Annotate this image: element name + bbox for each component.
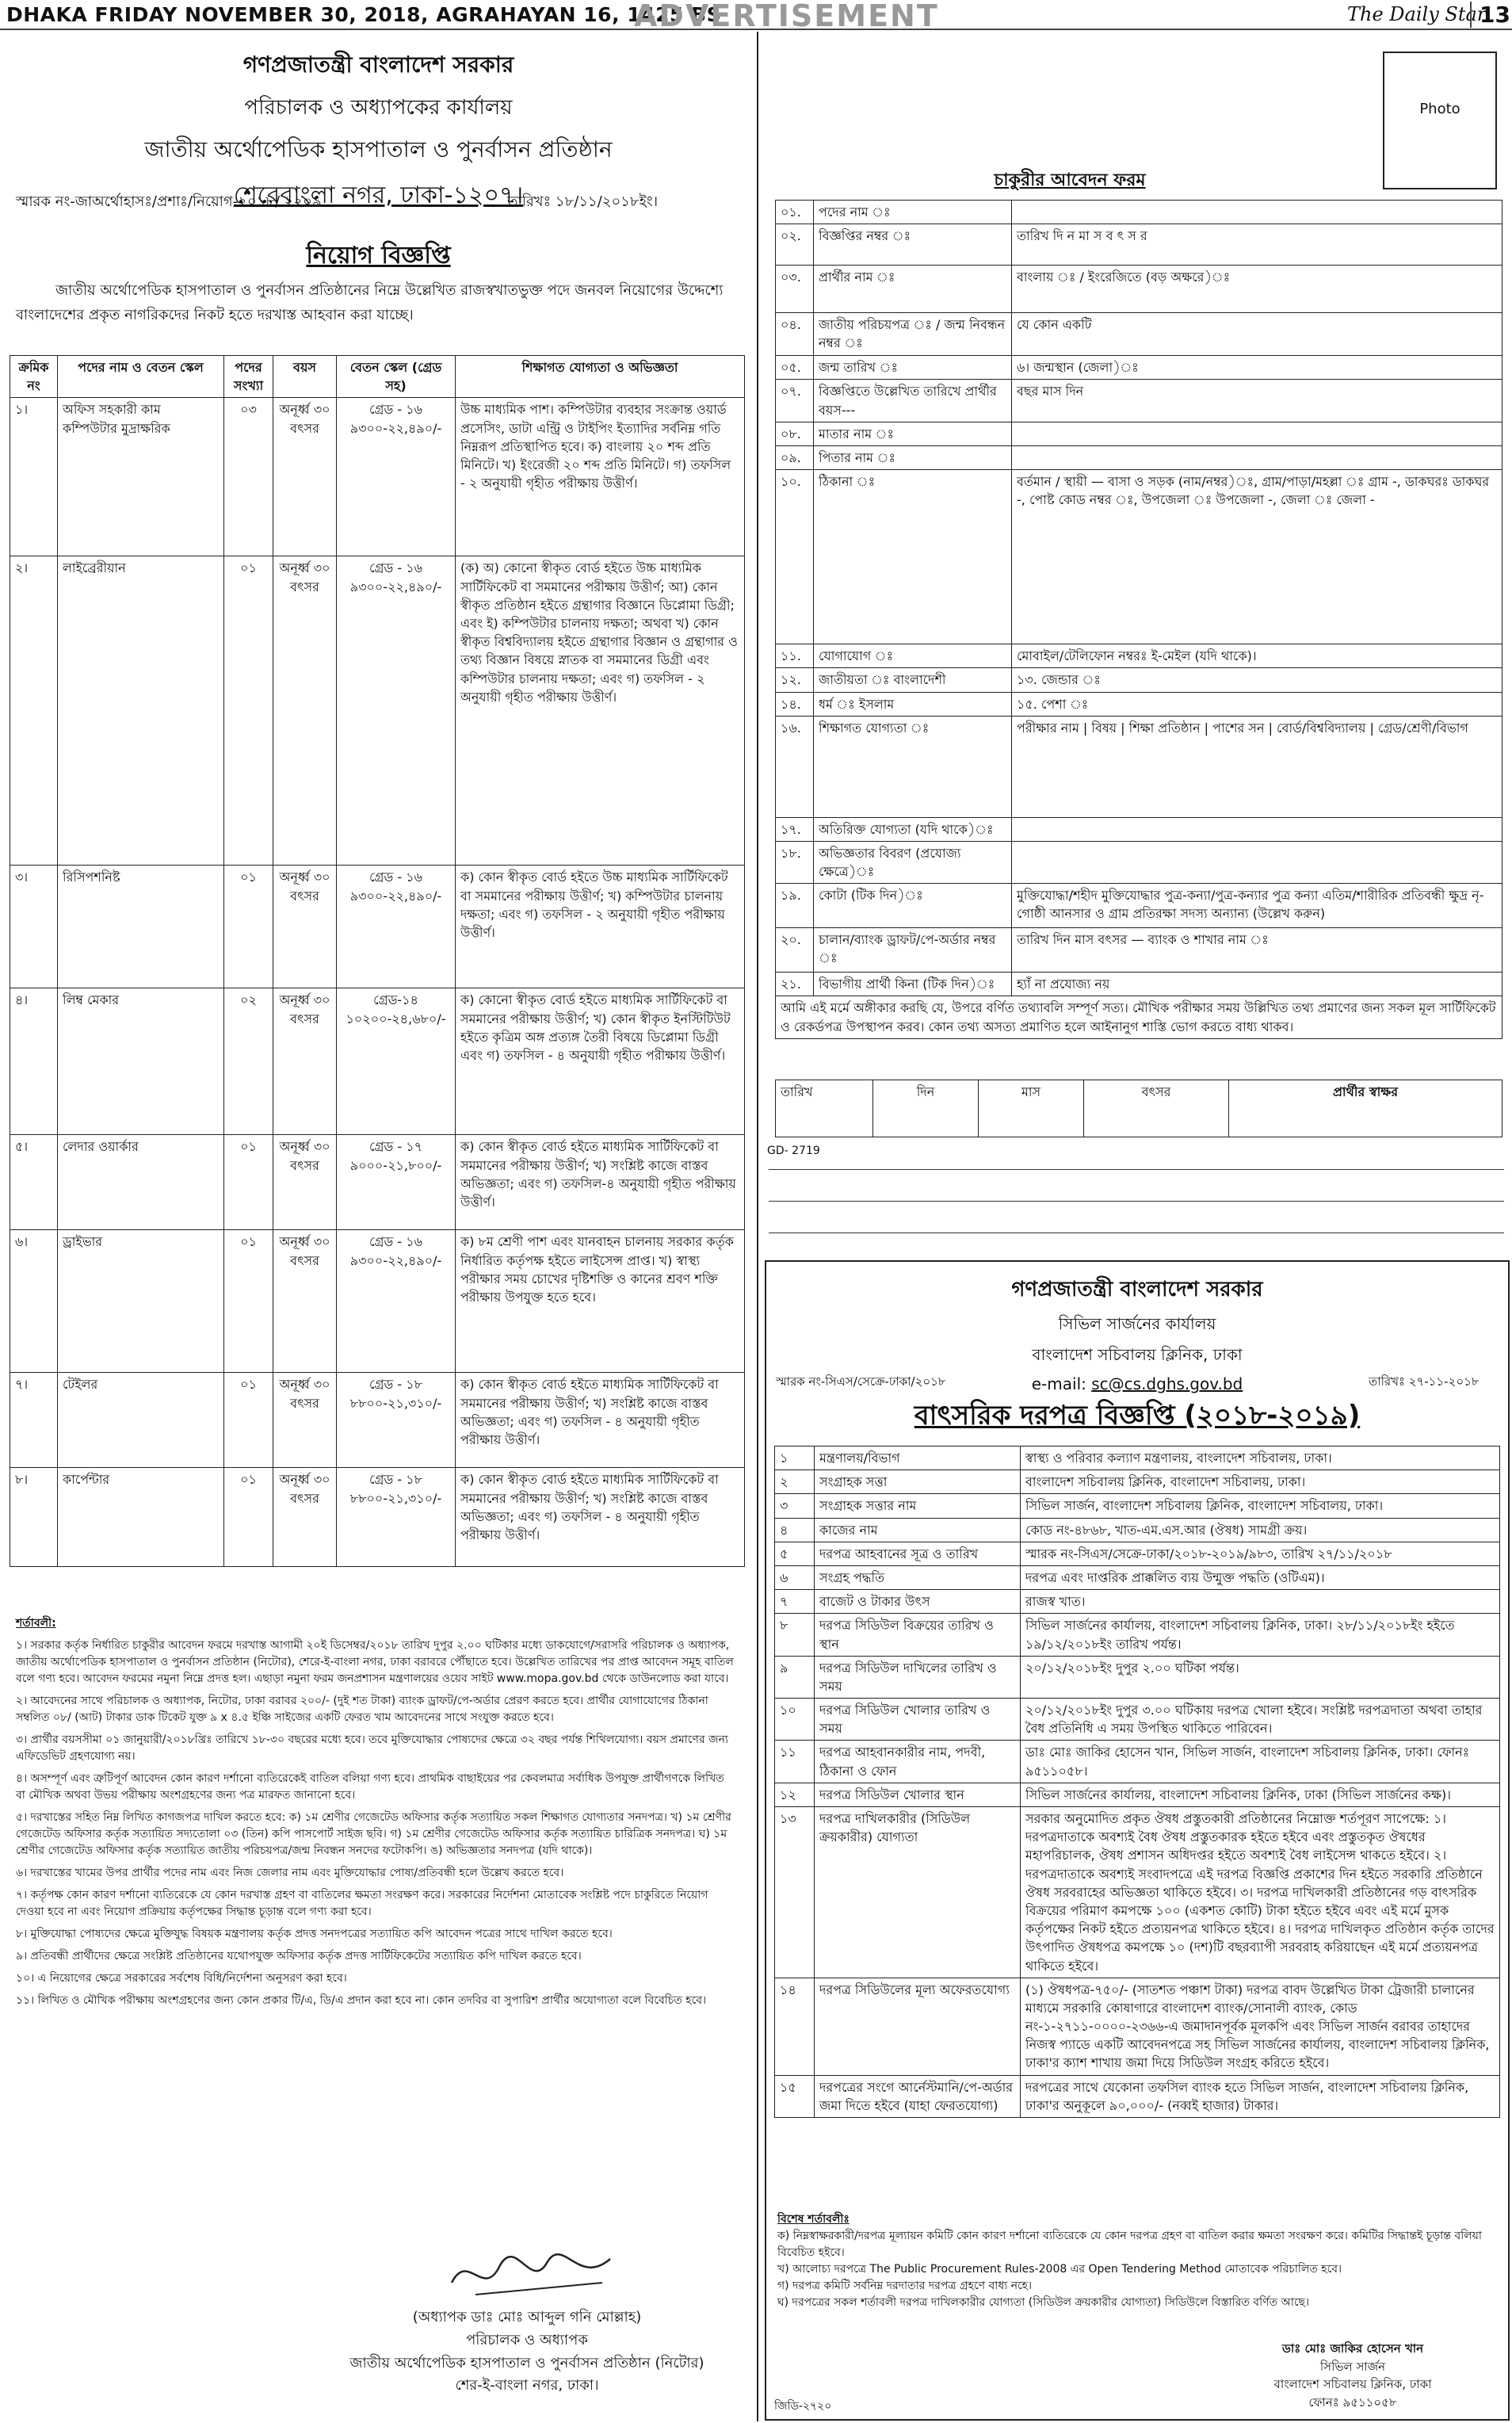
month-label: মাস [979, 1080, 1084, 1137]
signer-address: শের-ই-বাংলা নগর, ঢাকা। [455, 2377, 599, 2394]
form-row: ১১. যোগাযোগ ঃ মোবাইল/টেলিফোন নম্বরঃ ই-মেইল (যদি থাকে)। [776, 644, 1502, 668]
tender-code: জিডি-২৭২০ [774, 2400, 832, 2413]
tender-signer-title: সিভিল সার্জন [1319, 2359, 1386, 2374]
form-code: GD- 2719 [767, 1145, 820, 1157]
tender-table [774, 1446, 1500, 2118]
notice-title: নিয়োগ বিজ্ঞপ্তি [306, 242, 451, 269]
form-row: ১৯. কোটা (টিক দিন)ঃ মুক্তিযোদ্ধা/শহীদ মুক্তিযোদ্ধার পুত্র-কন্যা/পুত্র-কন্যার পুত্র কন্যা এতিম/শারীরিক প্রতিবন্ধী ক্ষুদ্র নৃ-গোষ্ঠী আনসার ও গ্রাম প্রতিরক্ষা সদস্য অন্যান্য (উল্লেখ করুন) [776, 884, 1502, 928]
special-item: ক) নিম্নস্বাক্ষরকারী/দরপত্র মূল্যায়ন কমিটি কোন কারণ দর্শানো ব্যতিরেকে যে কোন দরপত্র গ্রহণ বা বাতিল করার ক্ষমতা সংরক্ষণ করে। কমিটির সিদ্ধান্তই চূড়ান্ত বলিয়া বিবেচিত হইবে। [777, 2230, 1482, 2259]
institute-address: শেরেবাংলা নগর, ঢাকা-১২০৭। [233, 182, 524, 209]
table-row: ৭। টেইলর ০১ অনূর্ধ্ব ৩০ বৎসর গ্রেড - ১৮ ৮৮০০-২১,৩১০/- ক) কোন স্বীকৃত বোর্ড হইতে মাধ্যমিক সার্টিফিকেট বা সমমানের পরীক্ষায় উত্তীর্ণ; খ) সংশ্লিষ্ট কাজে বাস্তব অভিজ্ঞতা; এবং গ) তফসিল - ৪ অনুযায়ী গৃহীত পরীক্ষায় উত্তীর্ণ। [10, 1373, 745, 1468]
table-row: ৮। কার্পেন্টার ০১ অনূর্ধ্ব ৩০ বৎসর গ্রেড - ১৮ ৮৮০০-২১,৩১০/- ক) কোন স্বীকৃত বোর্ড হইতে মাধ্যমিক সার্টিফিকেট বা সমমানের পরীক্ষায় উত্তীর্ণ; খ) সংশ্লিষ্ট কাজে বাস্তব অভিজ্ঞতা; এবং গ) তফসিল - ৪ অনুযায়ী গৃহীত পরীক্ষায় উত্তীর্ণ। [10, 1468, 745, 1567]
condition-item: ৮। মুক্তিযোদ্ধা পোষ্যদের ক্ষেত্রে মুক্তিযুদ্ধ বিষয়ক মন্ত্রণালয় কর্তৃক প্রদত্ত সনদপত্রের সত্যায়িত কপি আবেদন পত্রের সাথে দাখিল করতে হবে। [16, 1928, 613, 1940]
form-row: ১২. জাতীয়তা ঃ বাংলাদেশী ১৩. জেন্ডার ঃ [776, 668, 1502, 692]
tender-signer-institute: বাংলাদেশ সচিবালয় ক্লিনিক, ঢাকা [1273, 2377, 1432, 2391]
memo-date: তারিখঃ ১৮/১১/২০১৮ইং। [507, 193, 659, 210]
tender-row: ২ সংগ্রাহক সত্তা বাংলাদেশ সচিবালয় ক্লিনিক, বাংলাদেশ সচিবালয়, ঢাকা। [775, 1470, 1500, 1494]
tender-office: সিভিল সার্জনের কার্যালয় [1058, 1314, 1216, 1333]
form-row: ২১. বিভাগীয় প্রার্থী কিনা (টিক দিন)ঃ হ্যাঁ না প্রযোজ্য নয় [776, 973, 1502, 996]
posts-table-header [10, 356, 745, 398]
condition-item: ১১। লিখিত ও মৌখিক পরীক্ষায় অংশগ্রহণের জন্য কোন প্রকার টি/এ, ডি/এ প্রদান করা হবে না। কোন তদবির বা সুপারিশ প্রার্থীর অযোগ্যতা বলে বিবেচিত হবে। [16, 1994, 707, 2007]
form-signature-table [775, 1080, 1502, 1137]
email-link[interactable]: sc@cs.dghs.gov.bd [1091, 1374, 1243, 1393]
form-row: ১০. ঠিকানা ঃ বর্তমান / স্থায়ী — বাসা ও সড়ক (নাম/নম্বর)ঃ, গ্রাম/পাড়া/মহল্লা ঃ গ্রাম -, ডাকঘরঃ ডাকঘর -, পোষ্ট কোড নম্বর ঃ, উপজেলা ঃ উপজেলা -, জেলা ঃ জেলা - [776, 470, 1502, 644]
tender-row: ১ মন্ত্রণালয়/বিভাগ স্বাস্থ্য ও পরিবার কল্যাণ মন্ত্রণালয়, বাংলাদেশ সচিবালয়, ঢাকা। [775, 1447, 1500, 1470]
special-conditions-title: বিশেষ শর্তাবলীঃ [777, 2213, 850, 2226]
tender-signer-name: ডাঃ মোঃ জাকির হোসেন খান [1281, 2341, 1424, 2356]
declaration: আমি এই মর্মে অঙ্গীকার করছি যে, উপরে বর্ণিত তথ্যাবলি সম্পূর্ণ সত্য। মৌখিক পরীক্ষার সময় উল্লিখিত তথ্য প্রমাণের জন্য সকল মূল সার্টিফিকেট ও রেকর্ডপত্র উপস্থাপন করব। কোন তথ্য অসত্য প্রমাণিত হলে আইনানুগ শাস্তি ভোগ করতে বাধ্য থাকব। [776, 996, 1502, 1038]
form-row: ০৫. জন্ম তারিখ ঃ ৬। জন্মস্থান (জেলা)ঃ [776, 356, 1502, 380]
table-row: ৬। ড্রাইভার ০১ অনূর্ধ্ব ৩০ বৎসর গ্রেড - ১৬ ৯৩০০-২২,৪৯০/- ক) ৮ম শ্রেণী পাশ এবং যানবাহন চালনায় সরকার কর্তৃক নির্ধারিত কর্তৃপক্ষ হইতে লাইসেন্স প্রাপ্ত। খ) স্বাস্থ্য পরীক্ষার সময় চোখের দৃষ্টিশক্তি ও কানের শ্রবণ শক্তি পরীক্ষায় উপযুক্ত হতে হবে। [10, 1230, 745, 1373]
tender-title: বাৎসরিক দরপত্র বিজ্ঞপ্তি (২০১৮-২০১৯) [914, 1400, 1361, 1431]
signer-institute: জাতীয় অর্থোপেডিক হাসপাতাল ও পুনর্বাসন প্রতিষ্ঠান (নিটোর) [349, 2354, 704, 2371]
institute-name: জাতীয় অর্থোপেডিক হাসপাতাল ও পুনর্বাসন প্রতিষ্ঠান [144, 136, 613, 162]
tender-row: ৭ বাজেট ও টাকার উৎস রাজস্ব খাত। [775, 1590, 1500, 1614]
tender-memo: স্মারক নং-সিএস/সেক্রে-ঢাকা/২০১৮ [776, 1374, 946, 1389]
condition-item: ৪। অসম্পূর্ণ এবং ত্রুটিপূর্ণ আবেদন কোন কারণ দর্শানো ব্যতিরেকেই বাতিল বলিয়া গণ্য হবে। প্রাথমিক বাছাইয়ের পর কেবলমাত্র সর্বাধিক উপযুক্ত প্রার্থীগণকে লিখিত বা মৌখিক অথবা উভয় পরীক্ষায় অংশগ্রহণের জন্য পত্র মারফত জানানো হবে। [16, 1772, 724, 1802]
form-row: ০৪. জাতীয় পরিচয়পত্র ঃ / জন্ম নিবন্ধন নম্বর ঃ যে কোন একটি [776, 313, 1502, 356]
tender-row: ৪ কাজের নাম কোড নং-৪৮৬৮, খাত-এম.এস.আর (ঔষধ) সামগ্রী ক্রয়। [775, 1518, 1500, 1542]
condition-item: ৫। দরখাস্তের সহিত নিম্ন লিখিত কাগজপত্র দাখিল করতে হবে: ক) ১ম শ্রেণীর গেজেটেড অফিসার কর্তৃক সত্যায়িত সকল শিক্ষাগত যোগ্যতার সনদপত্র। খ) ১ম শ্রেণীর গেজেটেড অফিসার কর্তৃক সত্যায়িত সদ্যতোলা ০৩ (তিন) কপি পাসপোর্ট সাইজ ছবি। গ) ১ম শ্রেণীর গেজেটেড অফিসার কর্তৃক সত্যায়িত চারিত্রিক সনদপত্র। ঘ) ১ম শ্রেণীর গেজেটেড অফিসার কর্তৃক সত্যায়িত জাতীয় পরিচয়পত্র/জন্ম নিবন্ধন সনদের ফটোকপি। ঙ) অভিজ্ঞতার সনদপত্র (যদি থাকে)। [16, 1811, 731, 1857]
col-count: পদের সংখ্যা [224, 356, 273, 398]
posts-table [10, 355, 745, 1567]
form-row: ০১. পদের নাম ঃ [776, 201, 1502, 224]
application-form [761, 32, 1512, 1157]
form-row: ১৬. শিক্ষাগত যোগ্যতা ঃ পরীক্ষার নাম | বিষয় | শিক্ষা প্রতিষ্ঠান | পাশের সন | বোর্ড/বিশ্ববিদ্যালয় | গ্রেড/শ্রেণী/বিভাগ [776, 716, 1502, 817]
condition-item: ৭। কর্তৃপক্ষ কোন কারণ দর্শানো ব্যতিরেকে যে কোন দরখাস্ত গ্রহণ বা বাতিলের ক্ষমতা সংরক্ষণ করে। সরকারের নির্দেশনা মোতাবেক সংশ্লিষ্ট পদে চাকুরিতে নিয়োগ দেওয়া হবে না এবং নিয়োগ প্রক্রিয়ায় কর্তৃপক্ষের সিদ্ধান্ত চূড়ান্ত বলে গণ্য করা হবে। [16, 1889, 708, 1918]
form-title: চাকুরীর আবেদন ফরম [994, 170, 1146, 190]
year-label: বৎসর [1084, 1080, 1229, 1137]
conditions [16, 1615, 737, 2015]
page-header [0, 0, 1512, 33]
table-row: ১। অফিস সহকারী কাম কম্পিউটার মুদ্রাক্ষরিক ০৩ অনূর্ধ্ব ৩০ বৎসর গ্রেড - ১৬ ৯৩০০-২২,৪৯০/- উচ্চ মাধ্যমিক পাশ। কম্পিউটার ব্যবহার সংক্রান্ত ওয়ার্ড প্রসেসিং, ডাটা এন্ট্রি ও টাইপিং ইত্যাদির সর্বনিম্ন গতি নিম্নরূপ প্রতিস্থাপিত হবে। ক) বাংলায় ২০ শব্দ প্রতি মিনিটে। খ) ইংরেজী ২০ শব্দ প্রতি মিনিটে। গ) তফসিল - ২ অনুযায়ী গৃহীত পরীক্ষায় উত্তীর্ণ। [10, 398, 745, 556]
tender-row: ১৪ দরপত্র সিডিউলের মূল্য অফেরতযোগ্য (১) ঔষধপত্র-৭৫০/- (সাতশত পঞ্চাশ টাকা) দরপত্র বাবদ উল্লেখিত টাকা ট্রেজারী চালানের মাধ্যমে সরকারি কোষাগারে বাংলাদেশ ব্যাংক/সোনালী ব্যাংক, কোড নং-১-২৭১১-০০০০-২৩৬৬-এ জমাদানপূর্বক মূলকপি এবং সিভিল সার্জন বরাবর তাহাদের নিজস্ব প্যাডে একটি আবেদনপত্রে সহ সিভিল সার্জনের কার্যালয়, বাংলাদেশ সচিবালয় ক্লিনিক, ঢাকা'র ক্যাশ শাখায় জমা দিয়ে সিডিউল সংগ্রহ করিতে হইবে। [775, 1978, 1500, 2075]
tender-row: ১৫ দরপত্রের সংগে আর্নেস্টমানি/পে-অর্ডার জমা দিতে হইবে (যাহা ফেরতযোগ্য) দরপত্রের সাথে যেকোনা তফসিল ব্যাংক হতে সিভিল সার্জন, বাংলাদেশ সচিবালয় ক্লিনিক, ঢাকা'র অনুকূলে ৯০,০০০/- (নব্বই হাজার) টাকার। [775, 2075, 1500, 2117]
conditions-title: শর্তাবলী: [16, 1617, 56, 1630]
office-name: পরিচালক ও অধ্যাপকের কার্যালয় [244, 96, 513, 120]
tender-row: ৫ দরপত্র আহবানের সূত্র ও তারিখ স্মারক নং-সিএস/সেক্রে-ঢাকা/২০১৮-২০১৯/৯৮৩, তারিখ ২৭/১১/২০১৮ [775, 1542, 1500, 1565]
newspaper-name: The Daily Star [1347, 3, 1487, 25]
tender-date: তারিখঃ ২৭-১১-২০১৮ [1369, 1374, 1480, 1389]
tender-notice [765, 1260, 1510, 2421]
tender-row: ৯ দরপত্র সিডিউল দাখিলের তারিখ ও সময় ২০/১২/২০১৮ইং দুপুর ২.০০ ঘটিকা পর্যন্ত। [775, 1656, 1500, 1698]
form-row: ০২. বিজ্ঞপ্তির নম্বর ঃ তারিখ দি ন মা স ব ৎ স র [776, 224, 1502, 266]
special-item: গ) দরপত্র কমিটি সর্বনিম্ন দরদাতার দরপত্র গ্রহণে বাধ্য নহে। [777, 2280, 1033, 2292]
col-scale: বেতন স্কেল (গ্রেড সহ) [337, 356, 456, 398]
form-row [776, 996, 1502, 1038]
tender-gov: গণপ্রজাতন্ত্রী বাংলাদেশ সরকার [1011, 1278, 1263, 1301]
section-label: ADVERTISEMENT [634, 0, 939, 33]
tender-row: ৮ দরপত্র সিডিউল বিক্রয়ের তারিখ ও স্থান সিভিল সার্জনের কার্যালয়, বাংলাদেশ সচিবালয় ক্লিনিক, ঢাকা। ২৮/১১/২০১৮ইং হইতে ১৯/১২/২০১৮ইং তারিখ পর্যন্ত। [775, 1614, 1500, 1656]
condition-item: ৯। প্রতিবন্ধী প্রার্থীদের ক্ষেত্রে সংশ্লিষ্ট প্রতিষ্ঠানের যথোপযুক্ত অফিসার কর্তৃক প্রদত্ত সার্টিফিকেটের সত্যায়িত কপি দাখিল করতে হবে। [16, 1950, 582, 1962]
form-row: ০৮. মাতার নাম ঃ [776, 422, 1502, 445]
table-row: ৩। রিসিপশনিষ্ট ০১ অনূর্ধ্ব ৩০ বৎসর গ্রেড - ১৬ ৯৩০০-২২,৪৯০/- ক) কোন স্বীকৃত বোর্ড হইতে উচ্চ মাধ্যমিক সার্টিফিকেট বা সমমানের পরীক্ষায় উত্তীর্ণ; খ) কম্পিউটার চালনায় দক্ষতা; এবং গ) তফসিল - ২ অনুযায়ী গৃহীত পরীক্ষায় উত্তীর্ণ। [10, 866, 745, 988]
table-row: ৫। লেদার ওয়ার্কার ০১ অনূর্ধ্ব ৩০ বৎসর গ্রেড - ১৭ ৯০০০-২১,৮০০/- ক) কোন স্বীকৃত বোর্ড হইতে মাধ্যমিক সার্টিফিকেট বা সমমানের পরীক্ষায় উত্তীর্ণ; খ) সংশ্লিষ্ট কাজে বাস্তব অভিজ্ঞতা; এবং গ) তফসিল-৪ অনুযায়ী গৃহীত পরীক্ষায় উত্তীর্ণ। [10, 1135, 745, 1230]
table-row: ২। লাইব্রেরীয়ান ০১ অনূর্ধ্ব ৩০ বৎসর গ্রেড - ১৬ ৯৩০০-২২,৪৯০/- (ক) অ) কোনো স্বীকৃত বোর্ড হইতে উচ্চ মাধ্যমিক সার্টিফিকেট বা সমমানের পরীক্ষায় উত্তীর্ণ; আ) কোন স্বীকৃত প্রতিষ্ঠান হইতে গ্রন্থাগার বিজ্ঞানে ডিপ্লোমা ডিগ্রী; এবং ই) কম্পিউটার চালনায় দক্ষতা; অথবা খ) কোন স্বীকৃত বিশ্ববিদ্যালয় হইতে গ্রন্থাগার বিজ্ঞান ও গ্রন্থাগার ও তথ্য বিজ্ঞান বিষয়ে স্নাতক বা সমমানের ডিগ্রী এবং কম্পিউটার চালনায় দক্ষতা; এবং গ) তফসিল - ২ অনুযায়ী গৃহীত পরীক্ষায় উত্তীর্ণ। [10, 556, 745, 866]
signer-name: (অধ্যাপক ডাঃ মোঃ আব্দুল গনি মোল্লাহ) [412, 2309, 642, 2326]
table-row: ৪। লিম্ব মেকার ০২ অনূর্ধ্ব ৩০ বৎসর গ্রেড-১৪ ১০২০০-২৪,৬৮০/- ক) কোনো স্বীকৃত বোর্ড হইতে মাধ্যমিক সার্টিফিকেট বা সমমানের পরীক্ষায় উত্তীর্ণ; খ) কোন স্বীকৃত ইনস্টিটিউট হইতে কৃত্রিম অঙ্গ প্রত্যঙ্গ তৈরী বিষয়ে ডিপ্লোমা ডিগ্রী এবং গ) তফসিল - ৪ অনুযায়ী গৃহীত পরীক্ষায় উত্তীর্ণ। [10, 988, 745, 1135]
form-row: ০৭. বিজ্ঞপ্তিতে উল্লেখিত তারিখে প্রার্থীর বয়স--- বছর মাস দিন [776, 380, 1502, 422]
condition-item: ২। আবেদনের সাথে পরিচালক ও অধ্যাপক, নিটোর, ঢাকা বরাবর ২০০/- (দুই শত টাকা) ব্যাংক ড্রাফট/পে-অর্ডার প্রেরণ করতে হবে। প্রার্থীর যোগাযোগের ঠিকানা সম্বলিত ০৮/ (আট) টাকার ডাক টিকেট যুক্ত ৯ x ৪.৫ ইঞ্চি সাইজের একটি ফেরত খাম আবেদনের সাথে সংযুক্ত করতে হবে। [16, 1695, 708, 1724]
col-age: বয়স [273, 356, 337, 398]
form-row: ০৯. পিতার নাম ঃ [776, 445, 1502, 469]
form-row: ১৪. ধর্ম ঃ ইসলাম ১৫. পেশা ঃ [776, 692, 1502, 716]
signature-mark [444, 2243, 626, 2306]
gov-name: গণপ্রজাতন্ত্রী বাংলাদেশ সরকার [242, 52, 514, 78]
form-row: ০৩. প্রার্থীর নাম ঃ বাংলায় ঃ / ইংরেজিতে (বড় অক্ষরে)ঃ [776, 266, 1502, 313]
condition-item: ১। সরকার কর্তৃক নির্ধারিত চাকুরীর আবেদন ফরমে দরখাস্ত আগামী ২০ই ডিসেম্বর/২০১৮ তারিখ দুপুর ২.০০ ঘটিকার মধ্যে ডাকযোগে/সরাসরি পরিচালক ও অধ্যাপক, জাতীয় অর্থোপেডিক হাসপাতাল ও পুনর্বাসন প্রতিষ্ঠান (নিটোর), শেরে-ই-বাংলা নগর, ঢাকা বরাবরে পৌঁছাতে হবে। উল্লেখিত তারিখের পর প্রাপ্ত আবেদন সমূহ বাতিল বলে গণ্য হবে। আবেদন ফরমের নমুনা নিম্নে প্রদত্ত হল। এছাড়া নমুনা ফরম জনপ্রশাসন মন্ত্রণালয়ের ওয়েব সাইট www.mopa.gov.bd থেকে ডাউনলোড করা যাবে। [16, 1639, 734, 1685]
recruitment-ad [0, 32, 758, 2421]
tender-row: ১০ দরপত্র সিডিউল খোলার তারিখ ও সময় ২০/১২/২০১৮ইং দুপুর ৩.০০ ঘটিকায় দরপত্র খোলা হইবে। সংশ্লিষ্ট দরপত্রদাতা অথবা তাহার বৈধ প্রতিনিধি এ সময় উপস্থিত থাকিতে পারিবেন। [775, 1699, 1500, 1741]
special-conditions [777, 2211, 1491, 2311]
applicant-sign-label: প্রার্থীর স্বাক্ষর [1229, 1080, 1502, 1137]
col-post: পদের নাম ও বেতন স্কেল [58, 356, 224, 398]
tender-clinic: বাংলাদেশ সচিবালয় ক্লিনিক, ঢাকা [1032, 1345, 1243, 1364]
photo-label: Photo [1419, 101, 1460, 117]
form-row: ১৭. অতিরিক্ত যোগ্যতা (যদি থাকে)ঃ [776, 817, 1502, 841]
form-table [775, 200, 1502, 1039]
memo-number: স্মারক নং-জাঅর্থোহাসঃ/প্রশাঃ/নিয়োগ-২০১৮/ ২২০৯ [16, 193, 322, 210]
special-item: খ) আলোচ্য দরপত্রে The Public Procurement Rules-2008 এর Open Tendering Method মোতাবেক পরিচালিত হবে। [777, 2263, 1342, 2276]
col-qualification: শিক্ষাগত যোগ্যতা ও অভিজ্ঞতা [456, 356, 745, 398]
tender-row: ১২ দরপত্র সিডিউল খোলার স্থান সিভিল সার্জনের কার্যালয়, বাংলাদেশ সচিবালয় ক্লিনিক, ঢাকা (সিভিল সার্জনের কক্ষ)। [775, 1783, 1500, 1806]
photo-box [1383, 52, 1497, 189]
condition-item: ৬। দরখাস্তের খামের উপর প্রার্থীর পদের নাম এবং নিজ জেলার নাম এবং মুক্তিযোদ্ধার পোষ্য/প্রতিবন্ধী হলে উল্লেখ করতে হবে। [16, 1867, 564, 1879]
col-serial: ক্রমিক নং [10, 356, 58, 398]
tender-signer-phone: ফোনঃ ৯৫১১০৫৮ [1308, 2394, 1397, 2410]
notice-intro: জাতীয় অর্থোপেডিক হাসপাতাল ও পুনর্বাসন প্রতিষ্ঠানের নিম্নে উল্লেখিত রাজস্বখাতভুক্ত পদে জনবল নিয়োগের উদ্দেশ্যে বাংলাদেশের প্রকৃত নাগরিকদের নিকট হতে দরখাস্ত আহবান করা যাচ্ছে। [16, 282, 724, 323]
divider-lines [761, 1157, 1512, 1244]
signer-title: পরিচালক ও অধ্যাপক [466, 2331, 588, 2348]
special-item: ঘ) দরপত্রের সকল শর্তাবলী দরপত্র দাখিলকারীর যোগ্যতা (সিডিউল ক্রয়কারীর যোগ্যতা) সিডিউলে বিস্তারিত বর্ণিত আছে। [777, 2296, 1309, 2309]
condition-item: ১০। এ নিয়োগের ক্ষেত্রে সরকারের সর্বশেষ বিধি/নির্দেশনা অনুসরণ করা হবে। [16, 1972, 347, 1985]
email-label: e-mail: [1031, 1374, 1086, 1393]
tender-row: ১১ দরপত্র আহবানকারীর নাম, পদবী, ঠিকানা ও ফোন ডাঃ মোঃ জাকির হোসেন খান, সিভিল সার্জন, বাংলাদেশ সচিবালয় ক্লিনিক, ঢাকা। ফোনঃ ৯৫১১০৫৮। [775, 1741, 1500, 1783]
condition-item: ৩। প্রার্থীর বয়সসীমা ০১ জানুয়ারী/২০১৮খ্রিঃ তারিখে ১৮-৩০ বছরের মধ্যে হবে। তবে মুক্তিযোদ্ধার পোষ্যদের ক্ষেত্রে ৩২ বছর পর্যন্ত শিথিলযোগ্য। বয়স প্রমাণের জন্য এফিডেভিট গ্রহণযোগ্য নয়। [16, 1733, 728, 1763]
date-label: তারিখ [776, 1080, 873, 1137]
day-label: দিন [873, 1080, 979, 1137]
form-row: ১৮. অভিজ্ঞতার বিবরণ (প্রযোজ্য ক্ষেত্রে)ঃ [776, 841, 1502, 883]
tender-row: ৩ সংগ্রাহক সত্তার নাম সিভিল সার্জন, বাংলাদেশ সচিবালয় ক্লিনিক, বাংলাদেশ সচিবালয়, ঢাকা। [775, 1494, 1500, 1518]
tender-row: ১৩ দরপত্র দাখিলকারীর (সিডিউল ক্রয়কারীর) যোগ্যতা সরকার অনুমোদিত প্রকৃত ঔষধ প্রস্তুতকারী প্রতিষ্ঠানের নিম্নোক্ত শর্তপূরণ সাপেক্ষে: ১। দরপত্রদাতাকে অবশ্যই বৈধ ঔষধ প্রস্তুতকারক হইতে হইবে এবং প্রস্তুতকৃত ঔষধের মহাপরিচালক, ঔষধ প্রশাসন অধিদপ্তর হইতে অবশ্যই বৈধ লাইসেন্স থাকতে হইবে। ২। দরপত্রদাতাকে অবশ্যই সংবাদপত্রে এই দরপত্র বিজ্ঞপ্তি প্রকাশের দিন হইতে সরকারি প্রতিষ্ঠানে ঔষধ সরবরাহের অভিজ্ঞতা থাকিতে হইবে। ৩। দরপত্র দাখিলকারী প্রতিষ্ঠানের গড় বাৎসরিক বিক্রয়ের পরিমাণ কমপক্ষে ১০০ (একশত কোটি) টাকা হইতে হইবে এবং এই মর্মে মুসক কর্তৃপক্ষের নিকট হইতে প্রত্যয়নপত্র থাকিতে হইবে। ৪। দরপত্র দাখিলকৃত প্রতিষ্ঠান কর্তৃক তাদের উৎপাদিত ঔষধপত্র কমপক্ষে ১০ (দশ)টি বছরব্যাপী সরবরাহ করিয়াছেন এই মর্মে প্রত্যয়নপত্র থাকিতে হইবে। [775, 1807, 1500, 1978]
dateline: DHAKA FRIDAY NOVEMBER 30, 2018, AGRAHAYAN 16, 1425 BS [6, 3, 722, 26]
tender-row: ৬ সংগ্রহ পদ্ধতি দরপত্র এবং দাপ্তরিক প্রাক্কলিত ব্যয় উন্মুক্ত পদ্ধতি (ওটিএম)। [775, 1565, 1500, 1589]
page-number: 13 [1470, 2, 1510, 28]
form-row: ২০. চালান/ব্যাংক ড্রাফট/পে-অর্ডার নম্বর ঃ তারিখ দিন মাস বৎসর — ব্যাংক ও শাখার নাম ঃ [776, 928, 1502, 973]
